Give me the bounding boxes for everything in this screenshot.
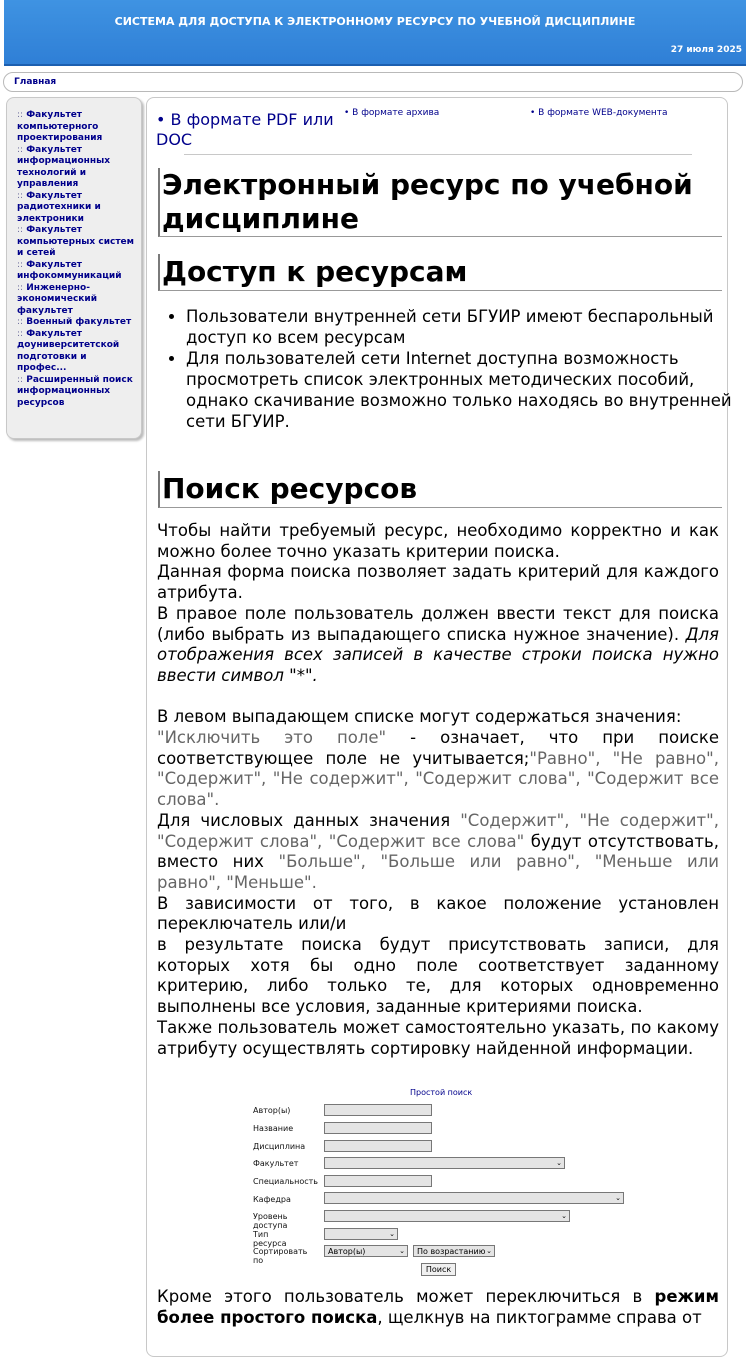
chevron-down-icon: ⌄ <box>615 1194 621 1202</box>
sidebar-item-advanced-search[interactable]: :: Расширенный поиск информационных ресурсов <box>17 374 133 408</box>
format-web-link[interactable]: • В формате WEB-документа <box>530 108 668 118</box>
top-nav <box>3 72 743 92</box>
paragraph: Также пользователь может самостоятельно указать, по какому атрибуту осуществлять сортировку найденной информации. <box>157 1017 719 1058</box>
chevron-down-icon: ⌄ <box>486 1247 492 1255</box>
department-select[interactable] <box>324 1192 624 1204</box>
simple-search-link[interactable]: Простой поиск <box>410 1088 473 1097</box>
site-title: СИСТЕМА ДЛЯ ДОСТУПА К ЭЛЕКТРОННОМУ РЕСУРСУ ПО УЧЕБНОЙ ДИСЦИПЛИНЕ <box>114 15 636 28</box>
resource-type-select[interactable] <box>324 1228 398 1240</box>
sidebar-item-fre[interactable]: :: Факультет радиотехники и электроники <box>17 190 101 224</box>
format-pdf-link[interactable]: • В формате PDF или DOC <box>156 110 334 149</box>
page-title: Электронный ресурс по учебной дисциплине <box>158 168 722 237</box>
sidebar-item-fdp[interactable]: :: Факультет доуниверситетской подготовки и профес... <box>17 328 120 373</box>
nav-home-link[interactable]: Главная <box>14 77 57 87</box>
search-description <box>157 521 719 1059</box>
paragraph: Для числовых данных значения "Содержит", "Не содержит", "Содержит слова", "Содержит все слова" будут отсутствовать, вместо них "Больше", "Больше или равно", "Меньше или равно", "Меньше". <box>157 810 719 892</box>
paragraph: Данная форма поиска позволяет задать критерий для каждого атрибута. <box>157 562 719 603</box>
paragraph: В левом выпадающем списке могут содержаться значения: <box>157 707 682 727</box>
discipline-field[interactable] <box>324 1140 432 1152</box>
search-button[interactable]: Поиск <box>421 1263 456 1276</box>
sidebar-item-ief[interactable]: :: Инженерно-экономический факультет <box>17 282 98 316</box>
faculty-select[interactable] <box>324 1157 565 1169</box>
sort-order-select[interactable]: По возрастанию ⌄ <box>413 1245 495 1257</box>
paragraph: Чтобы найти требуемый ресурс, необходимо корректно и как можно более точно указать критерии поиска. <box>157 521 719 561</box>
sidebar <box>6 97 142 439</box>
sidebar-item-fkss[interactable]: :: Факультет компьютерных систем и сетей <box>17 225 135 258</box>
paragraph: в результате поиска будут присутствовать записи, для которых хотя бы одно поле соответствует заданному критерию, либо только те, для которых одновременно выполнены все условия, заданные критериями поиска. <box>157 935 719 1017</box>
paragraph: В правое поле пользователь должен ввести текст для поиска (либо выбрать из выпадающего списка нужное значение). Для отображения всех записей в качестве строки поиска нужно ввести символ "*". <box>157 603 719 685</box>
paragraph: "Исключить это поле" - означает, что при поиске соответствующее поле не учитывается;"Равно", "Не равно", "Содержит", "Не содержит", "Содержит слова", "Содержит все слова". <box>157 728 719 810</box>
chevron-down-icon: ⌄ <box>399 1247 405 1255</box>
site-header <box>4 0 746 66</box>
divider <box>184 154 692 155</box>
paragraph: В зависимости от того, в какое положение установлен переключатель или/и <box>157 893 719 934</box>
access-level-select[interactable] <box>324 1210 570 1222</box>
access-heading: Доступ к ресурсам <box>158 254 722 291</box>
access-list <box>168 306 736 432</box>
chevron-down-icon: ⌄ <box>561 1212 567 1220</box>
current-date: 27 июля 2025 <box>670 45 742 55</box>
format-archive-link[interactable]: • В формате архива <box>344 108 440 118</box>
chevron-down-icon: ⌄ <box>389 1230 395 1238</box>
sort-field-select[interactable]: Автор(ы) ⌄ <box>324 1245 408 1257</box>
list-item: • Для пользователей сети Internet доступна возможность просмотреть список электронных методических пособий, однако скачивание возможно только находясь во внутренней сети БГУИР. <box>186 348 736 432</box>
title-field[interactable] <box>324 1122 432 1134</box>
sidebar-item-fik[interactable]: :: Факультет инфокоммуникаций <box>17 259 122 281</box>
sidebar-item-military[interactable]: :: Военный факультет <box>17 317 132 327</box>
simple-mode-description: Кроме этого пользователь может переключиться в режим более простого поиска, щелкнув на пиктограмме справа от <box>157 1287 719 1327</box>
search-heading: Поиск ресурсов <box>158 471 722 508</box>
list-item: • Пользователи внутренней сети БГУИР имеют беспарольный доступ ко всем ресурсам <box>186 306 736 348</box>
sidebar-item-fkp[interactable]: :: Факультет компьютерного проектирования <box>17 110 103 143</box>
sidebar-item-fitu[interactable]: :: Факультет информационных технологий и управления <box>17 144 111 189</box>
chevron-down-icon: ⌄ <box>556 1159 562 1167</box>
specialty-field[interactable] <box>324 1175 432 1187</box>
author-field[interactable] <box>324 1104 432 1116</box>
